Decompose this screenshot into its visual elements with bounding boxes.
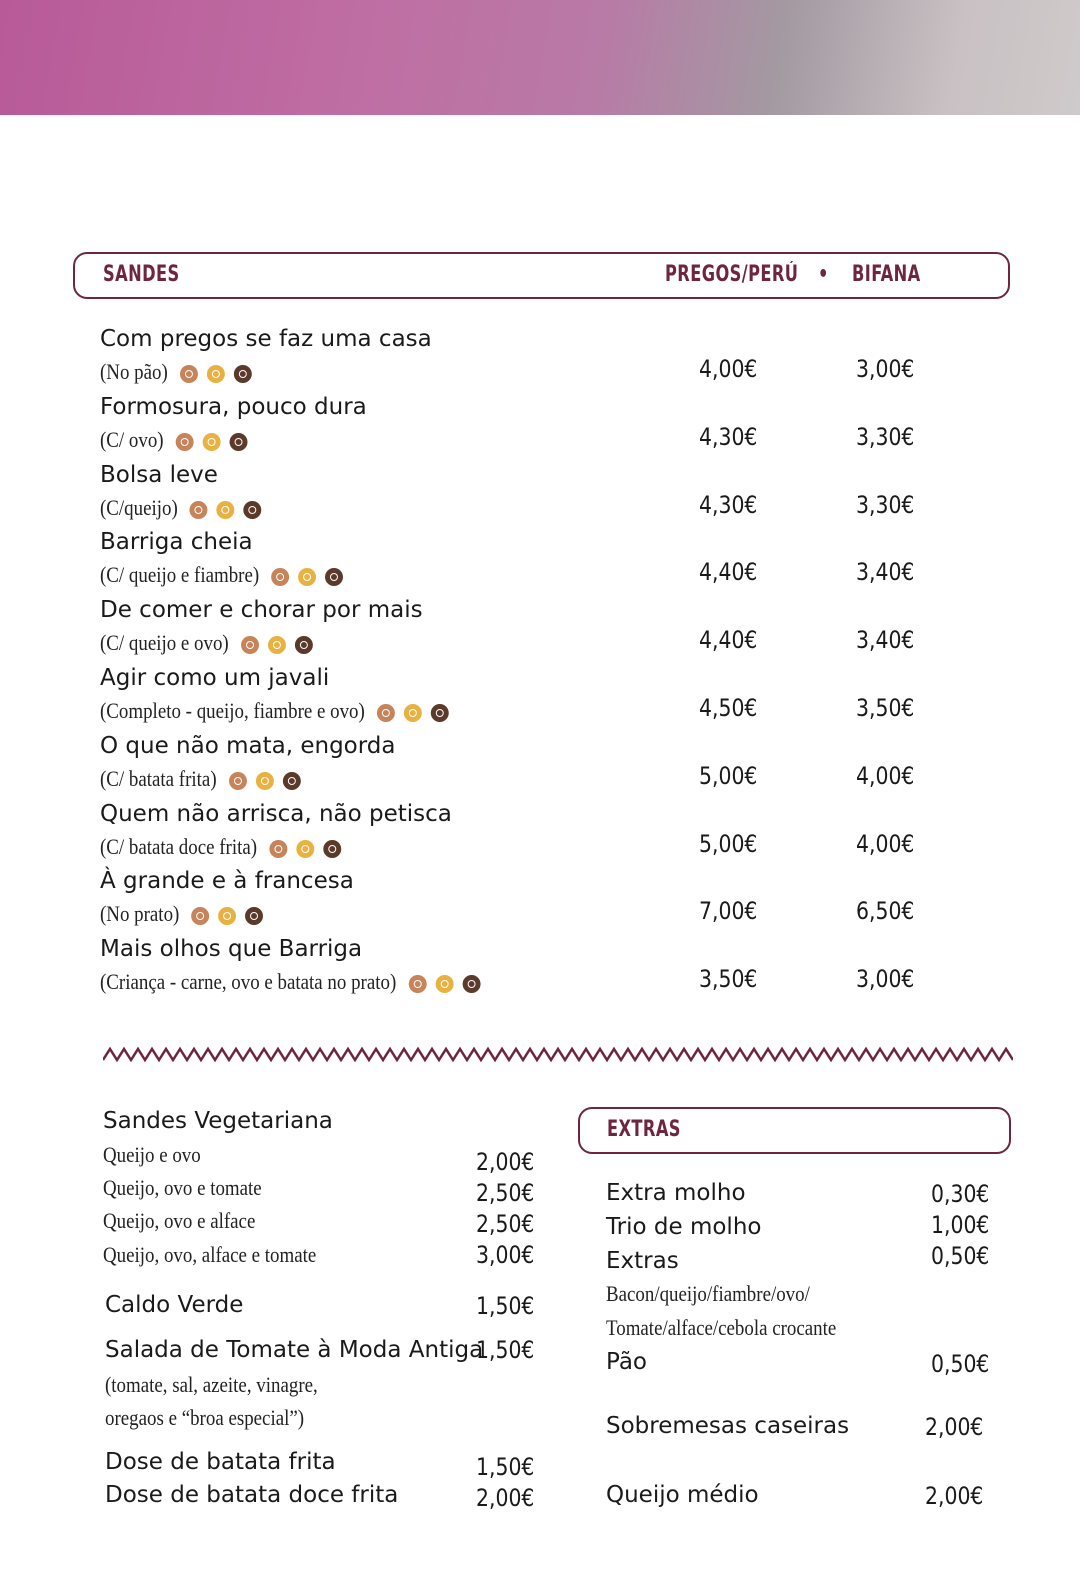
sandes-item-desc — [100, 427, 238, 453]
allergen-icons — [271, 568, 343, 586]
vegetariana-item-name: Queijo, ovo, alface e tomate — [103, 1242, 317, 1267]
sandes-item-desc — [100, 766, 291, 792]
allergen-icons — [269, 840, 341, 858]
allergen-icons — [229, 772, 301, 790]
sandes-item-desc — [100, 495, 252, 521]
allergen-icon-1 — [180, 365, 198, 383]
vegetariana-item-price: 2,50€ — [476, 1179, 535, 1207]
allergen-icon-1 — [271, 568, 289, 586]
sandes-item-desc — [100, 834, 331, 860]
sandes-item-name: À grande e à francesa — [100, 868, 354, 895]
price-bifana: 3,30€ — [856, 422, 915, 451]
top-banner — [0, 0, 1080, 115]
sandes-item-desc — [100, 698, 439, 724]
allergen-icon-3 — [245, 907, 263, 925]
vegetariana-item-price: 2,00€ — [476, 1148, 535, 1176]
vegetariana-item-name: Queijo, ovo e alface — [103, 1208, 256, 1233]
sandes-header: SANDES — [103, 262, 180, 287]
sobremesas-price: 2,00€ — [925, 1413, 984, 1441]
price-bifana: 3,40€ — [856, 558, 915, 587]
allergen-icon-3 — [295, 636, 313, 654]
price-pregos: 4,30€ — [699, 490, 758, 519]
sandes-item-name: Quem não arrisca, não petisca — [100, 800, 452, 827]
sandes-item-name: O que não mata, engorda — [100, 732, 396, 759]
sandes-item-name: Barriga cheia — [100, 529, 253, 556]
allergen-icons — [180, 365, 252, 383]
vegetariana-item-name: Queijo, ovo e tomate — [103, 1175, 262, 1200]
price-bifana: 3,30€ — [856, 490, 915, 519]
price-pregos: 4,50€ — [699, 694, 758, 722]
sandes-item-desc — [100, 630, 303, 656]
salada-price: 1,50€ — [476, 1336, 535, 1364]
trio-molho-name: Trio de molho — [606, 1214, 762, 1240]
allergen-icon-1 — [190, 501, 208, 519]
trio-molho-price: 1,00€ — [931, 1211, 990, 1239]
sobremesas-name: Sobremesas caseiras — [606, 1413, 850, 1439]
allergen-icon-2 — [256, 772, 274, 790]
allergen-icon-2 — [435, 975, 453, 993]
allergen-icons — [176, 433, 248, 451]
allergen-icon-1 — [269, 840, 287, 858]
allergen-icon-1 — [408, 975, 426, 993]
sandes-item-desc-text: (Criança - carne, ovo e batata no prato) — [100, 969, 397, 995]
allergen-icon-1 — [191, 907, 209, 925]
price-pregos: 5,00€ — [699, 761, 758, 790]
price-bifana: 3,50€ — [856, 694, 915, 722]
price-bifana: 3,40€ — [856, 626, 915, 655]
allergen-icon-2 — [296, 840, 314, 858]
sandes-item-name: Bolsa leve — [100, 461, 218, 488]
extras-name: Extras — [606, 1248, 679, 1274]
sandes-item-desc-text: (C/ batata doce frita) — [100, 833, 258, 859]
price-pregos: 4,00€ — [699, 355, 758, 383]
batata-price: 1,50€ — [476, 1453, 535, 1481]
price-pregos: 3,50€ — [699, 965, 758, 994]
price-bifana: 6,50€ — [856, 897, 915, 926]
allergen-icon-1 — [176, 433, 194, 451]
extra-molho-name: Extra molho — [606, 1180, 746, 1206]
salada-desc-2: oregaos e “broa especial”) — [105, 1405, 305, 1430]
price-bifana: 3,00€ — [856, 355, 915, 383]
vegetariana-item-price: 2,50€ — [476, 1210, 535, 1238]
batata-doce-name: Dose de batata doce frita — [105, 1482, 399, 1508]
sandes-item-desc — [100, 969, 470, 995]
sandes-item-desc-text: (Completo - queijo, fiambre e ovo) — [100, 698, 365, 723]
sandes-item-desc-text: (C/ ovo) — [100, 426, 164, 452]
extra-molho-price: 0,30€ — [931, 1180, 990, 1208]
allergen-icon-2 — [203, 433, 221, 451]
price-bifana: 4,00€ — [856, 761, 915, 790]
sandes-item-name: Formosura, pouco dura — [100, 393, 367, 420]
col-bifana-header: BIFANA — [852, 262, 921, 287]
allergen-icon-2 — [298, 568, 316, 586]
sandes-item-desc — [100, 562, 333, 588]
price-pregos: 5,00€ — [699, 829, 758, 858]
caldo-price: 1,50€ — [476, 1292, 535, 1320]
allergen-icon-3 — [234, 365, 252, 383]
sandes-item-desc-text: (C/ batata frita) — [100, 765, 217, 791]
allergen-icon-2 — [218, 907, 236, 925]
queijo-name: Queijo médio — [606, 1482, 759, 1508]
allergen-icon-3 — [431, 704, 449, 722]
allergen-icon-1 — [229, 772, 247, 790]
batata-doce-price: 2,00€ — [476, 1484, 535, 1512]
allergen-icon-2 — [217, 501, 235, 519]
allergen-icon-3 — [323, 840, 341, 858]
allergen-icon-2 — [207, 365, 225, 383]
batata-name: Dose de batata frita — [105, 1449, 336, 1475]
allergen-icons — [190, 501, 262, 519]
allergen-icon-3 — [244, 501, 262, 519]
salada-desc-1: (tomate, sal, azeite, vinagre, — [105, 1372, 318, 1397]
allergen-icons — [191, 907, 263, 925]
price-pregos: 7,00€ — [699, 897, 758, 926]
col-pregos-header: PREGOS/PERÚ — [665, 262, 799, 287]
pao-name: Pão — [606, 1349, 648, 1375]
extras-price: 0,50€ — [931, 1242, 990, 1270]
allergen-icons — [241, 636, 313, 654]
allergen-icons — [408, 975, 480, 993]
sandes-item-name: Com pregos se faz uma casa — [100, 326, 432, 352]
price-bifana: 4,00€ — [856, 829, 915, 858]
queijo-price: 2,00€ — [925, 1482, 984, 1510]
price-pregos: 4,40€ — [699, 626, 758, 655]
sandes-item-desc-text: (No prato) — [100, 901, 180, 927]
allergen-icon-3 — [230, 433, 248, 451]
sandes-item-name: Mais olhos que Barriga — [100, 936, 363, 963]
pao-price: 0,50€ — [931, 1350, 990, 1378]
allergen-icon-3 — [462, 975, 480, 993]
sandes-item-desc — [100, 901, 253, 927]
allergen-icon-1 — [377, 704, 395, 722]
sandes-item-name: De comer e chorar por mais — [100, 597, 423, 624]
allergen-icon-1 — [241, 636, 259, 654]
vegetariana-title: Sandes Vegetariana — [103, 1108, 333, 1134]
extras-desc-1: Bacon/queijo/fiambre/ovo/ — [606, 1281, 810, 1306]
allergen-icon-2 — [268, 636, 286, 654]
price-pregos: 4,30€ — [699, 422, 758, 451]
sandes-item-desc-text: (No pão) — [100, 359, 168, 384]
extras-header: EXTRAS — [607, 1117, 681, 1142]
sandes-item-desc-text: (C/ queijo e fiambre) — [100, 562, 260, 588]
price-bifana: 3,00€ — [856, 965, 915, 994]
salada-name: Salada de Tomate à Moda Antiga — [105, 1337, 484, 1363]
allergen-icons — [377, 704, 449, 722]
price-pregos: 4,40€ — [699, 558, 758, 587]
caldo-name: Caldo Verde — [105, 1292, 244, 1318]
vegetariana-item-price: 3,00€ — [476, 1241, 535, 1269]
sandes-item-desc-text: (C/queijo) — [100, 494, 178, 520]
header-separator: • — [818, 262, 829, 287]
allergen-icon-2 — [404, 704, 422, 722]
extras-desc-2: Tomate/alface/cebola crocante — [606, 1315, 837, 1340]
sandes-item-name: Agir como um javali — [100, 665, 330, 691]
sandes-item-desc-text: (C/ queijo e ovo) — [100, 630, 229, 656]
allergen-icon-3 — [325, 568, 343, 586]
zigzag-divider — [103, 1046, 1013, 1062]
allergen-icon-3 — [283, 772, 301, 790]
sandes-item-desc — [100, 359, 242, 385]
vegetariana-item-name: Queijo e ovo — [103, 1142, 201, 1167]
